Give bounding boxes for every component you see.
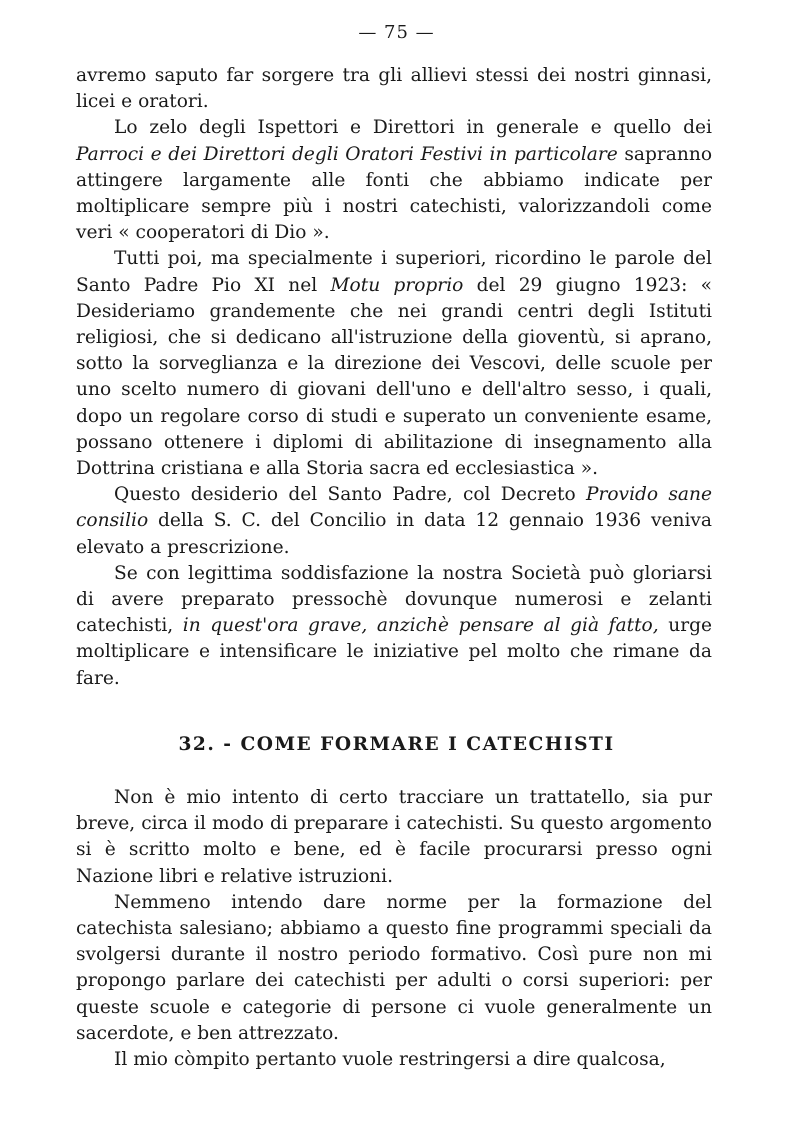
text-run: Nemmeno intendo dare norme per la formazione del catechista salesiano; abbiamo a questo fine programmi speciali da svolgersi durante il nostro periodo formativo. Così pure non mi propongo parlare dei catechisti per adulti o corsi superiori: per queste scuole e categorie di persone ci vuole generalmente un sacerdote, e ben attrezzato. xyxy=(76,891,712,1044)
text-run: Il mio còmpito pertanto vuole restringersi a dire qualcosa, xyxy=(114,1049,666,1071)
paragraph xyxy=(76,63,712,115)
paragraph xyxy=(76,890,712,1047)
body-text-bottom xyxy=(76,785,712,1073)
paragraph xyxy=(76,561,712,692)
text-run-italic: Parroci e dei Direttori degli Oratori Festivi in particolare xyxy=(76,143,618,165)
text-run-italic: in quest'ora grave, anzichè pensare al già fatto, xyxy=(182,615,659,637)
text-run: del 29 giugno 1923: « Desideriamo grandemente che nei grandi centri degli Istituti religiosi, che si dedicano all'istruzione della gioventù, si aprano, sotto la sorveglianza e la direzione dei Vescovi, delle scuole per uno scelto numero di giovani dell'uno e dell'altro sesso, i quali, dopo un regolare corso di studi e superato un conveniente esame, possano ottenere i diplomi di abilitazione di insegnamento alla Dottrina cristiana e alla Storia sacra ed ecclesiastica ». xyxy=(76,274,713,480)
text-run-italic: Provido sane consilio xyxy=(76,484,712,532)
text-run: Se con legittima soddisfazione la nostra Società può gloriarsi di avere preparato pressochè dovunque numerosi e zelanti catechisti, xyxy=(76,562,712,637)
text-run: sapranno attingere largamente alle fonti che abbiamo indicate per moltiplicare sempre più i nostri catechisti, valorizzandoli come veri « cooperatori di Dio ». xyxy=(76,143,713,244)
paragraph xyxy=(76,115,712,246)
text-run: urge moltiplicare e intensificare le iniziative pel molto che rimane da fare. xyxy=(76,615,712,689)
text-run-italic: Motu proprio xyxy=(330,274,464,296)
text-run: Questo desiderio del Santo Padre, col Decreto xyxy=(114,484,586,506)
section-heading: 32. - COME FORMARE I CATECHISTI xyxy=(178,734,615,755)
text-run: Lo zelo degli Ispettori e Direttori in generale e quello dei xyxy=(114,117,712,139)
body-text-top xyxy=(76,63,712,692)
text-run: avremo saputo far sorgere tra gli allievi stessi dei nostri ginnasi, licei e oratori. xyxy=(76,65,712,113)
paragraph xyxy=(76,785,712,890)
paragraph xyxy=(76,246,712,482)
paragraph xyxy=(76,1047,712,1073)
text-run: Non è mio intento di certo tracciare un trattatello, sia pur breve, circa il modo di preparare i catechisti. Su questo argomento si è scritto molto e bene, ed è facile procurarsi presso ogni Nazione libri e relative istruzioni. xyxy=(76,787,712,887)
text-run: Tutti poi, ma specialmente i superiori, ricordino le parole del Santo Padre Pio XI nel xyxy=(76,248,712,296)
text-run: della S. C. del Concilio in data 12 gennaio 1936 veniva elevato a prescrizione. xyxy=(76,510,712,558)
page-number: — 75 — xyxy=(358,22,435,43)
paragraph xyxy=(76,482,712,561)
